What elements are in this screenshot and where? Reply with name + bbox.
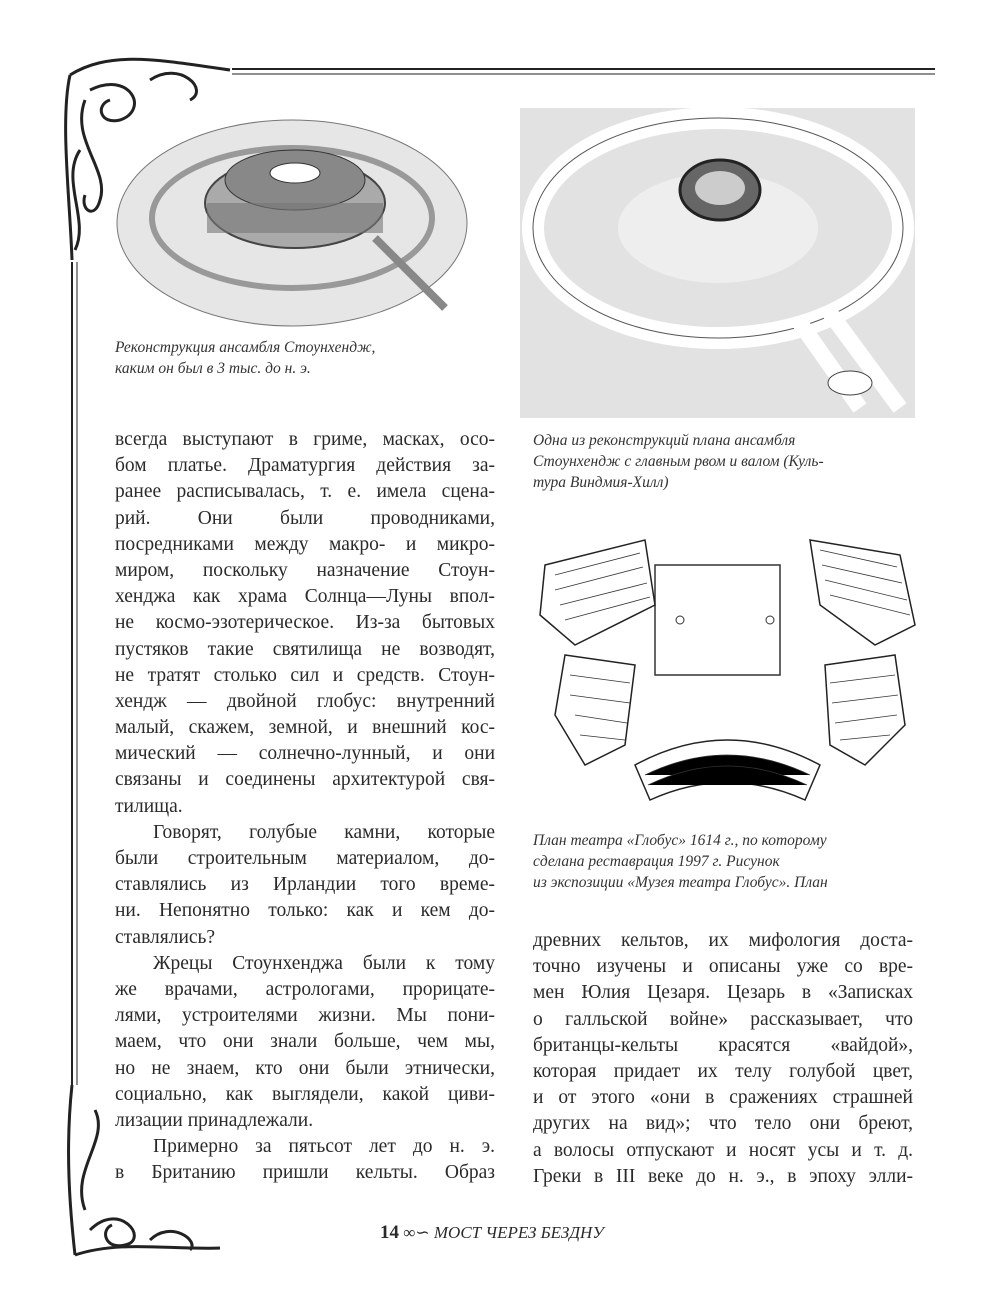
right-text-column (533, 928, 913, 1190)
text-line: но не знаем, кто они были этнически, (115, 1057, 495, 1079)
text-line: хендж — двойной глобус: внутренний (115, 690, 495, 712)
text-line: мический — солнечно-лунный, и они (115, 743, 495, 765)
text-line: которая придает их телу голубой цвет, (533, 1060, 913, 1082)
page-number: 14 (380, 1222, 399, 1243)
text-line: Говорят, голубые камни, которые (153, 821, 495, 843)
text-line: о галльской войне» рассказывает, что (533, 1008, 913, 1030)
text-line: были строительным материалом, до- (115, 848, 495, 869)
caption-line: Одна из реконструкций плана ансамбля (533, 432, 796, 449)
text-line: ставлялись? (115, 926, 216, 948)
text-line: социально, как выглядели, какой циви- (115, 1083, 495, 1105)
text-line: лями, устроителями жизни. Мы пони- (115, 1005, 495, 1027)
text-line: посредниками между макро- и микро- (115, 533, 495, 555)
page-footer (380, 1222, 604, 1244)
text-line: а волосы отпускают и носят усы и т. д. (533, 1139, 913, 1161)
text-line: Жрецы Стоунхенджа были к тому (153, 952, 495, 974)
text-line: ставлялись из Ирландии того време- (115, 874, 495, 896)
stonehenge-reconstruction-illustration (115, 118, 470, 328)
figure-caption-1 (115, 337, 375, 379)
caption-line: сделана реставрация 1997 г. Рисунок (533, 853, 780, 870)
text-line: связаны и соединены архитектурой свя- (115, 769, 495, 791)
figure-caption-3 (533, 830, 828, 893)
text-line: других на вид»; что тело они бреют, (533, 1113, 913, 1135)
book-title: МОСТ ЧЕРЕЗ БЕЗДНУ (433, 1223, 604, 1242)
text-line: и от этого «они в сражениях страшней (533, 1087, 913, 1109)
text-line: бом платье. Драматургия действия за- (115, 455, 495, 477)
caption-line: Реконструкция ансамбля Стоунхендж, (115, 339, 376, 356)
text-line: точно изучены и описаны уже со вре- (533, 956, 913, 978)
caption-line: тура Виндмия-Хилл) (533, 474, 669, 491)
text-line: не тратят столько сил и средств. Стоун- (115, 664, 495, 686)
figure-caption-2 (533, 430, 824, 493)
text-line: миром, поскольку назначение Стоун- (115, 559, 495, 581)
caption-line: из экспозиции «Музея театра Глобус». План (533, 874, 828, 891)
left-text-column (115, 427, 495, 1186)
text-line: мен Юлия Цезаря. Цезарь в «Записках (533, 982, 913, 1004)
text-line: не космо-эзотерическое. Из-за бытовых (115, 612, 495, 634)
caption-line: каким он был в 3 тыс. до н. э. (115, 360, 311, 377)
text-line: Примерно за пятьсот лет до н. э. (153, 1136, 495, 1158)
globe-theatre-plan-illustration (535, 535, 920, 815)
text-line: хенджа как храма Солнца—Луны впол- (115, 586, 495, 608)
stonehenge-plan-illustration (520, 108, 915, 418)
caption-line: План театра «Глобус» 1614 г., по которому (533, 832, 827, 849)
text-line: британцы-кельты красятся «вайдой», (533, 1034, 913, 1056)
caption-line: Стоунхендж с главным рвом и валом (Куль- (533, 453, 824, 470)
text-line: всегда выступают в гриме, масках, осо- (115, 429, 495, 450)
footer-flourish-icon: ∞∽ (403, 1223, 434, 1242)
text-line: древних кельтов, их мифология доста- (533, 930, 913, 951)
text-line: лизации принадлежали. (115, 1109, 314, 1131)
text-line: пустяков такие святилища не возводят, (115, 638, 495, 660)
text-line: рий. Они были проводниками, (115, 507, 495, 529)
text-line: ранее расписывалась, т. е. имела сцена- (115, 481, 495, 503)
text-line: Греки в III веке до н. э., в эпоху элли- (533, 1165, 913, 1187)
text-line: маем, что они знали больше, чем мы, (115, 1031, 495, 1053)
text-line: в Британию пришли кельты. Образ (115, 1162, 495, 1184)
text-line: ни. Непонятно только: как и кем до- (115, 900, 495, 922)
text-line: тилища. (115, 795, 183, 817)
text-line: малый, скажем, земной, и внешний кос- (115, 717, 495, 739)
text-line: же врачами, астрологами, прорицате- (115, 978, 495, 1000)
